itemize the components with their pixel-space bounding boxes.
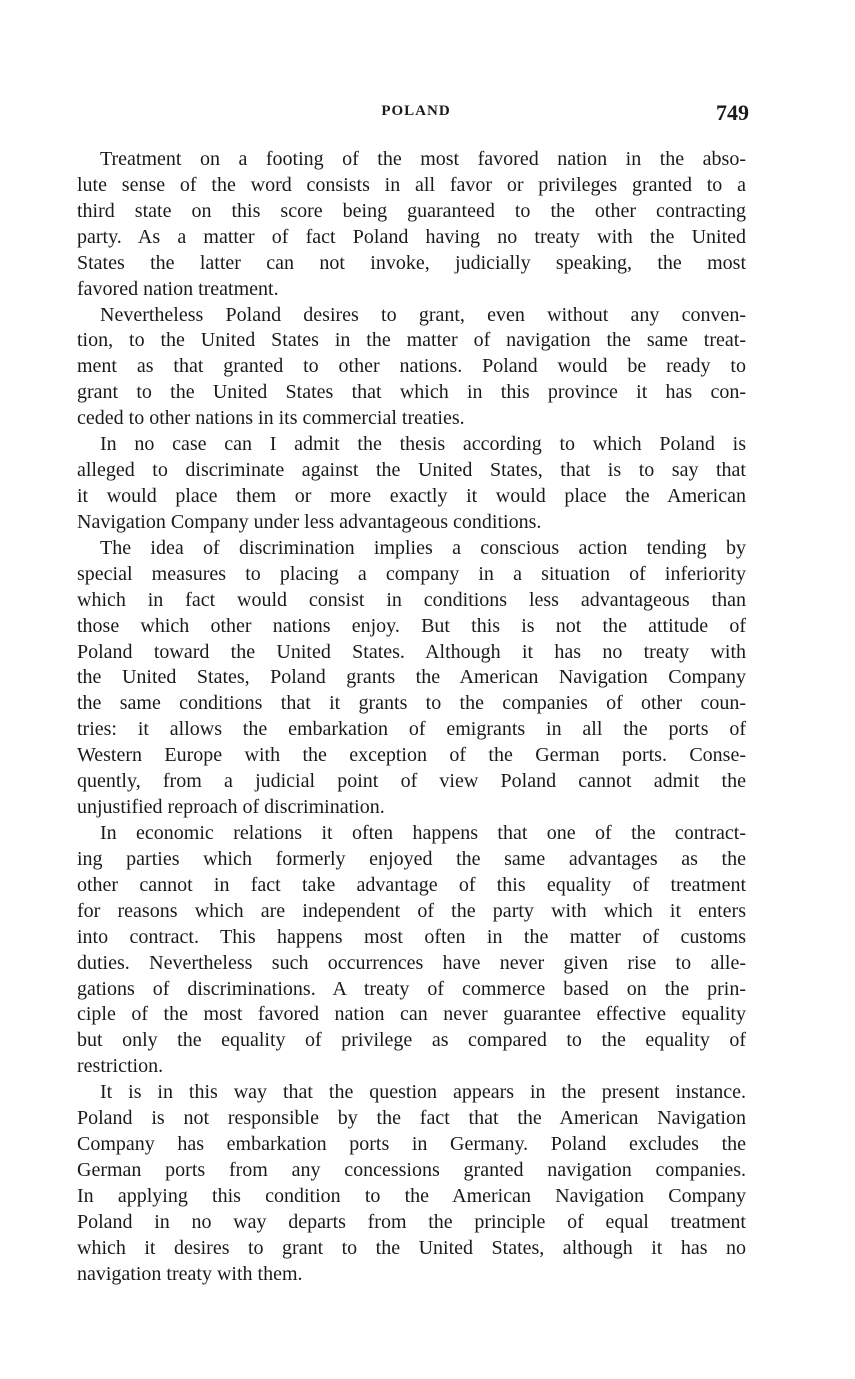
text-line: Nevertheless Poland desires to grant, even without any conven- <box>100 303 746 326</box>
text-line: tries: it allows the embarkation of emigrants in all the ports of <box>77 718 746 741</box>
text-line: into contract. This happens most often in the matter of customs <box>77 925 746 948</box>
text-line: In applying this condition to the American Navigation Company <box>77 1184 746 1207</box>
page-number: 749 <box>716 100 749 125</box>
text-line: Western Europe with the exception of the German ports. Conse- <box>77 744 746 767</box>
text-line: In no case can I admit the thesis according to which Poland is <box>100 433 746 456</box>
text-line: unjustified reproach of discrimination. <box>77 796 385 819</box>
text-line: Navigation Company under less advantageous conditions. <box>77 510 542 533</box>
text-line: quently, from a judicial point of view Poland cannot admit the <box>77 770 746 793</box>
text-line: special measures to placing a company in a situation of inferiority <box>77 562 746 585</box>
text-line: Poland in no way departs from the principle of equal treatment <box>77 1210 746 1233</box>
body-text <box>77 147 746 1288</box>
running-head-title: POLAND <box>381 103 451 119</box>
text-line: navigation treaty with them. <box>77 1262 303 1285</box>
paragraph <box>77 821 746 1080</box>
text-line: Poland toward the United States. Although it has no treaty with <box>77 640 746 663</box>
text-line: ciple of the most favored nation can never guarantee effective equality <box>77 1003 746 1026</box>
text-line: the United States, Poland grants the American Navigation Company <box>77 666 746 689</box>
text-line: Company has embarkation ports in Germany. Poland excludes the <box>77 1133 746 1156</box>
text-line: for reasons which are independent of the party with which it enters <box>77 899 746 922</box>
text-line: alleged to discriminate against the United States, that is to say that <box>77 459 746 482</box>
text-line: party. As a matter of fact Poland having no treaty with the United <box>77 225 746 248</box>
paragraph <box>77 303 746 433</box>
text-line: those which other nations enjoy. But this is not the attitude of <box>77 614 746 637</box>
text-line: third state on this score being guaranteed to the other contracting <box>77 199 746 222</box>
text-line: tion, to the United States in the matter of navigation the same treat- <box>77 329 746 352</box>
text-line: Poland is not responsible by the fact that the American Navigation <box>77 1107 746 1130</box>
paragraph <box>77 536 746 821</box>
text-line: duties. Nevertheless such occurrences have never given rise to alle- <box>77 951 746 974</box>
text-line: It is in this way that the question appears in the present instance. <box>100 1081 746 1104</box>
paragraph <box>77 1080 746 1287</box>
text-line: ing parties which formerly enjoyed the same advantages as the <box>77 847 746 870</box>
text-line: but only the equality of privilege as compared to the equality of <box>77 1029 746 1052</box>
text-line: which it desires to grant to the United States, although it has no <box>77 1236 746 1259</box>
text-line: Treatment on a footing of the most favored nation in the abso- <box>100 148 746 170</box>
text-line: it would place them or more exactly it would place the American <box>77 484 746 507</box>
text-line: ceded to other nations in its commercial treaties. <box>77 407 465 430</box>
paragraph <box>77 432 746 536</box>
text-line: favored nation treatment. <box>77 277 279 300</box>
text-line: the same conditions that it grants to the companies of other coun- <box>77 692 746 715</box>
text-line: restriction. <box>77 1055 164 1078</box>
text-line: lute sense of the word consists in all favor or privileges granted to a <box>77 173 746 196</box>
text-line: States the latter can not invoke, judicially speaking, the most <box>77 251 746 274</box>
text-line: gations of discriminations. A treaty of commerce based on the prin- <box>77 977 746 1000</box>
paragraph <box>77 147 746 303</box>
text-line: grant to the United States that which in this province it has con- <box>77 381 746 404</box>
text-line: other cannot in fact take advantage of this equality of treatment <box>77 873 746 896</box>
text-line: In economic relations it often happens that one of the contract- <box>100 821 746 844</box>
text-line: which in fact would consist in conditions less advantageous than <box>77 588 746 611</box>
text-line: German ports from any concessions granted navigation companies. <box>77 1158 746 1181</box>
running-head <box>0 100 855 124</box>
text-line: ment as that granted to other nations. Poland would be ready to <box>77 355 746 378</box>
text-line: The idea of discrimination implies a conscious action tending by <box>100 536 746 559</box>
